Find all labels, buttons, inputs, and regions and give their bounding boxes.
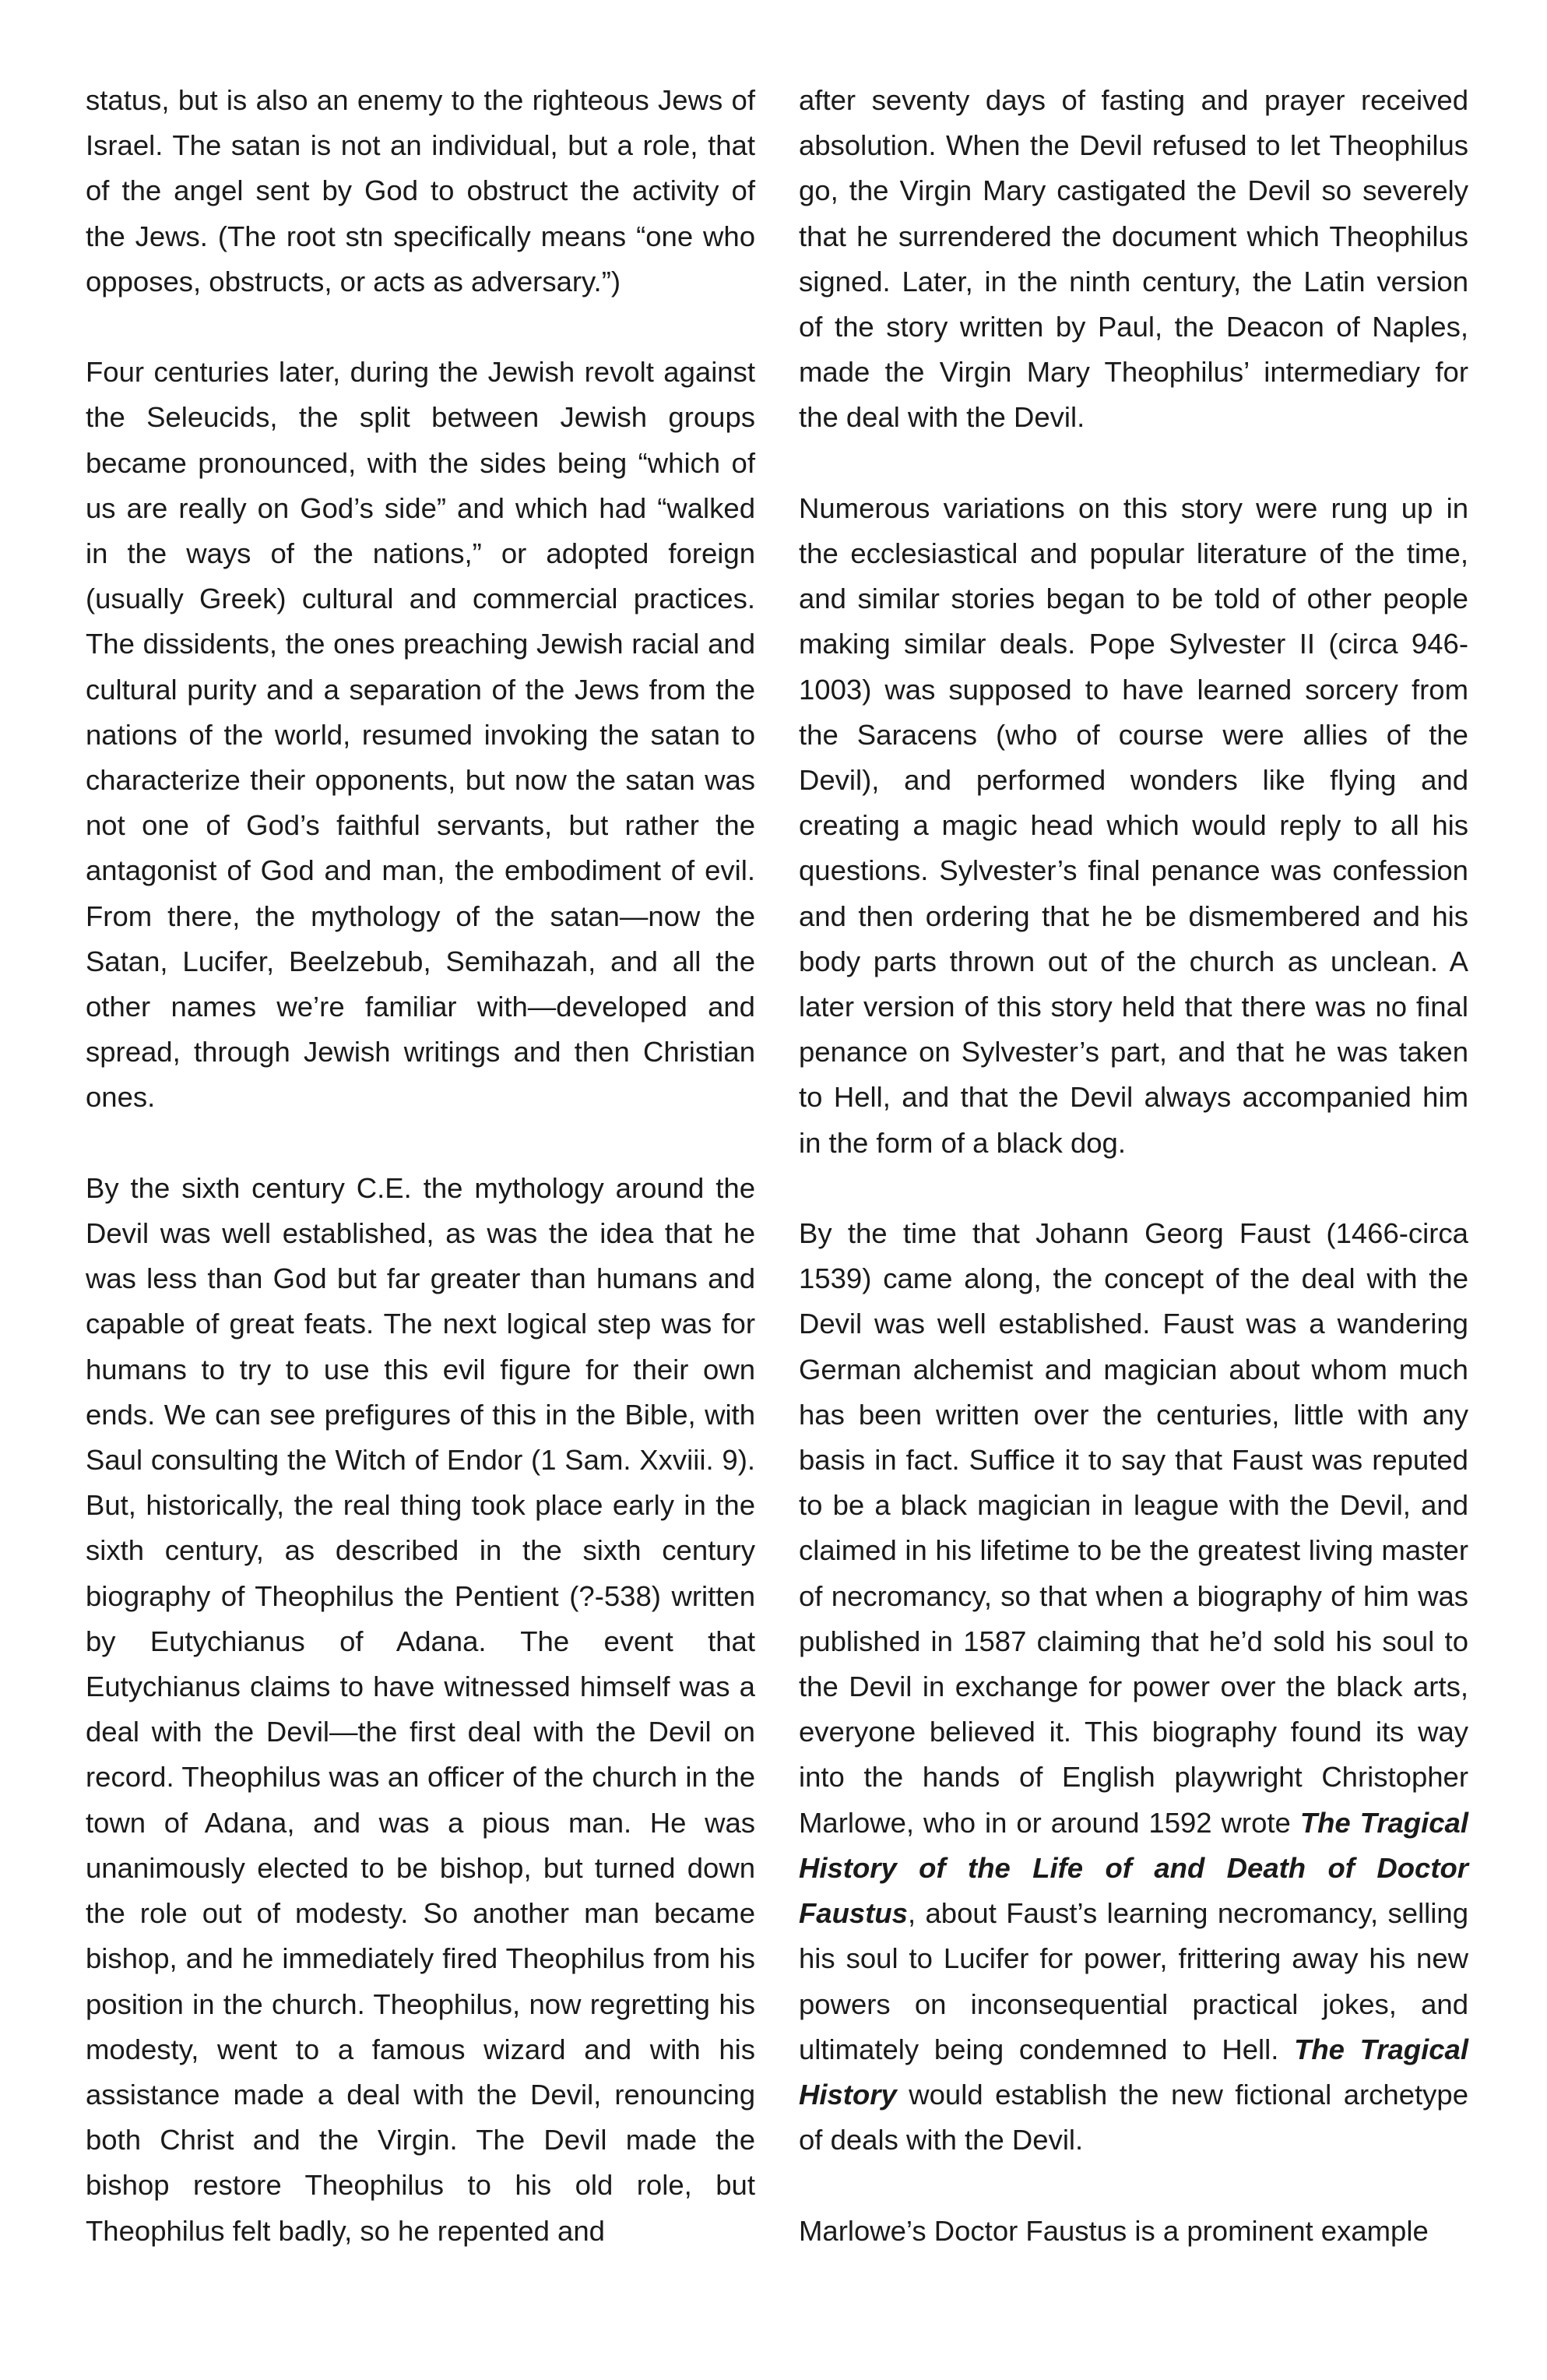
left-column bbox=[86, 78, 755, 2254]
faust-text-part-1: By the time that Johann Georg Faust (1466-circa 1539) came along, the concept of the deal with the Devil was well established. Faust was a wandering German alchemist and magician about whom much has been written over the centuries, little with any basis in fact. Suffice it to say that Faust was reputed to be a black magician in league with the Devil, and claimed in his lifetime to be the greatest living master of necromancy, so that when a biography of him was published in 1587 claiming that he’d sold his soul to the Devil in exchange for power over the black arts, everyone believed it. This biography found its way into the hands of English playwright Christopher Marlowe, who in or around 1592 wrote bbox=[799, 1217, 1468, 1839]
paragraph-absolution: after seventy days of fasting and prayer received absolution. When the Devil refused to let Theophilus go, the Virgin Mary castigated the Devil so severely that he surrendered the document which Theophilus signed. Later, in the ninth century, the Latin version of the story written by Paul, the Deacon of Naples, made the Virgin Mary Theophilus’ intermediary for the deal with the Devil. bbox=[799, 84, 1468, 434]
faust-text-part-2: , about Faust’s learning necromancy, selling his soul to Lucifer for power, frittering away his new powers on inconsequential practical jokes, and ultimately being condemned to Hell. bbox=[799, 1897, 1468, 2065]
faustus-short-title: The Tragical History bbox=[799, 2033, 1468, 2111]
faustus-full-title: The Tragical History of the Life of and Death of Doctor Faustus bbox=[799, 1806, 1468, 1930]
faust-text-part-3: would establish the new fictional archetype of deals with the Devil. bbox=[799, 2078, 1468, 2156]
paragraph-sylvester: Numerous variations on this story were rung up in the ecclesiastical and popular literature of the time, and similar stories began to be told of other people making similar deals. Pope Sylvester II (circa 946-1003) was supposed to have learned sorcery from the Saracens (who of course were allies of the Devil), and performed wonders like flying and creating a magic head which would reply to all his questions. Sylvester’s final penance was confession and then ordering that he be dismembered and his body parts thrown out of the church as unclean. A later version of this story held that there was no final penance on Sylvester’s part, and that he was taken to Hell, and that the Devil always accompanied him in the form of a black dog. bbox=[799, 491, 1468, 1159]
paragraph-faust bbox=[799, 1211, 1468, 2163]
paragraph-theophilus: By the sixth century C.E. the mythology around the Devil was well established, as was the idea that he was less than God but far greater than humans and capable of great feats. The next logical step was for humans to try to use this evil figure for their own ends. We can see prefigures of this in the Bible, with Saul consulting the Witch of Endor (1 Sam. Xxviii. 9). But, historically, the real thing took place early in the sixth century, as described in the sixth century biography of Theophilus the Pentient (?-538) written by Eutychianus of Adana. The event that Eutychianus claims to have witnessed himself was a deal with the Devil—the first deal with the Devil on record. Theophilus was an officer of the church in the town of Adana, and was a pious man. He was unanimously elected to be bishop, but turned down the role out of modesty. So another man became bishop, and he immediately fired Theophilus from his position in the church. Theophilus, now regretting his modesty, went to a famous wizard and with his assistance made a deal with the Devil, renouncing both Christ and the Virgin. The Devil made the bishop restore Theophilus to his old role, but Theophilus felt badly, so he repented and bbox=[86, 1171, 755, 2247]
paragraph-seleucid-revolt: Four centuries later, during the Jewish revolt against the Seleucids, the split between Jewish groups became pronounced, with the sides being “which of us are really on God’s side” and which had “walked in the ways of the nations,” or adopted foreign (usually Greek) cultural and commercial practices. The dissidents, the ones preaching Jewish racial and cultural purity and a separation of the Jews from the nations of the world, resumed invoking the satan to characterize their opponents, but now the satan was not one of God’s faithful servants, but rather the antagonist of God and man, the embodiment of evil. From there, the mythology of the satan—now the Satan, Lucifer, Beelzebub, Semihazah, and all the other names we’re familiar with—developed and spread, through Jewish writings and then Christian ones. bbox=[86, 356, 755, 1114]
right-column bbox=[799, 78, 1468, 2254]
paragraph-marlowe: Marlowe’s Doctor Faustus is a prominent example bbox=[799, 2214, 1429, 2247]
paragraph-satan-role: status, but is also an enemy to the righteous Jews of Israel. The satan is not an individual, but a role, that of the angel sent by God to obstruct the activity of the Jews. (The root stn specifically means “one who opposes, obstructs, or acts as adversary.”) bbox=[86, 84, 755, 298]
